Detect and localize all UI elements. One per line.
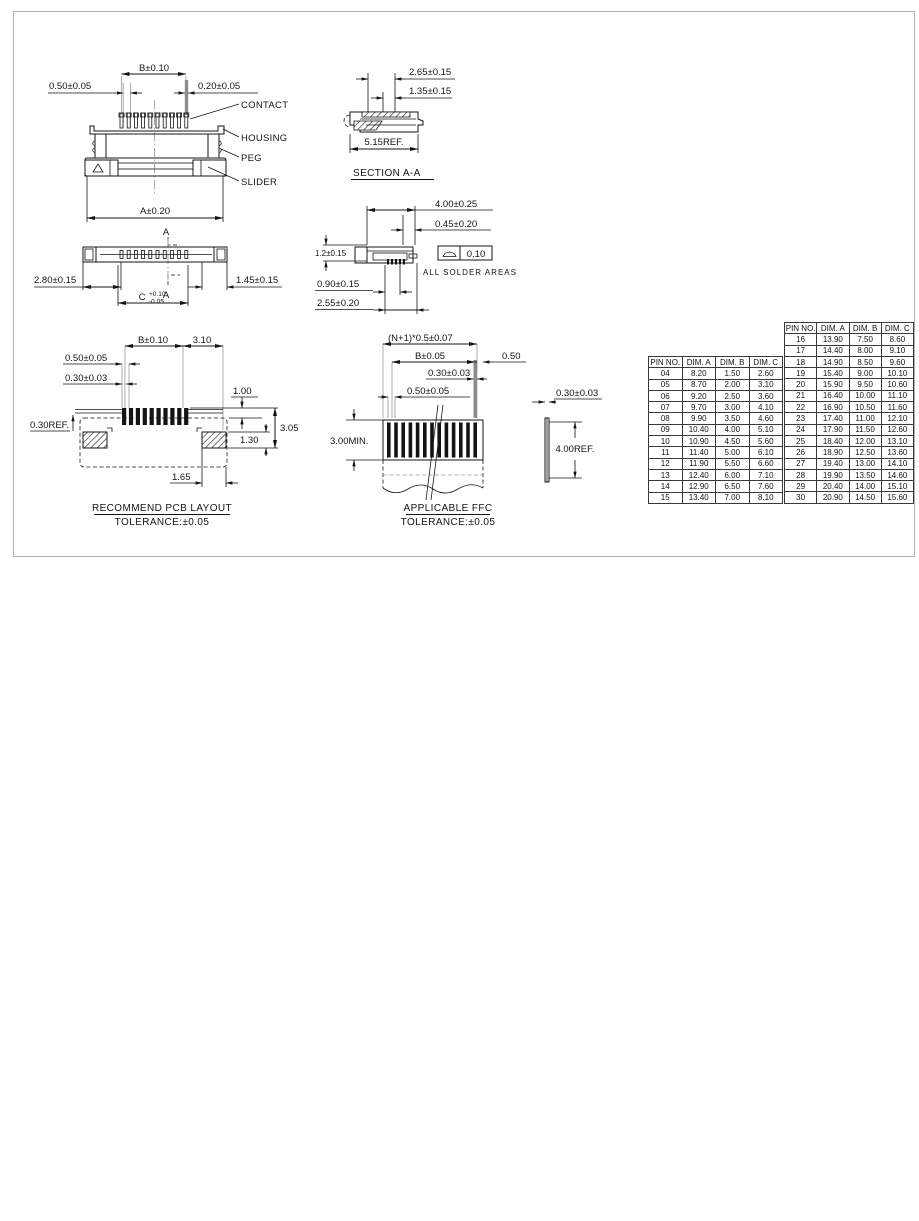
table-cell: 17 xyxy=(785,345,817,356)
table-cell: 12 xyxy=(649,458,683,469)
pcb-dim-b-label: B±0.10 xyxy=(137,335,169,346)
table-cell: 8.60 xyxy=(881,334,913,345)
table-cell: 9.90 xyxy=(682,413,716,424)
table-cell: 19.40 xyxy=(817,458,849,469)
table-cell: 12.40 xyxy=(682,469,716,480)
table-cell: 15.10 xyxy=(881,481,913,492)
dim-c-label: C xyxy=(138,292,146,303)
dim-145-label: 1.45±0.15 xyxy=(236,275,279,286)
table-cell: 4.10 xyxy=(749,402,783,413)
table-cell: 26 xyxy=(785,447,817,458)
table-row xyxy=(649,368,783,379)
front-view xyxy=(30,55,320,235)
table-cell: 14.60 xyxy=(881,469,913,480)
table-cell: 10.00 xyxy=(849,390,881,401)
table-cell: 15 xyxy=(649,492,683,503)
top-view-dimensions xyxy=(34,262,282,306)
table-row xyxy=(649,379,783,390)
solder-view-body xyxy=(355,247,417,265)
table-row xyxy=(785,424,914,435)
table-cell: 5.00 xyxy=(716,447,750,458)
table-cell: 2.50 xyxy=(716,390,750,401)
ffc-length-dim xyxy=(330,409,383,471)
table-row xyxy=(785,435,914,446)
table-cell: 3.00 xyxy=(716,402,750,413)
callout-contact: CONTACT xyxy=(241,100,289,111)
table-cell: 8.00 xyxy=(849,345,881,356)
table-cell: 18.40 xyxy=(817,435,849,446)
pcb-dimensions-bottom xyxy=(30,415,238,487)
table-cell: 8.70 xyxy=(682,379,716,390)
table-cell: 10.90 xyxy=(682,436,716,447)
table-cell: 9.20 xyxy=(682,390,716,401)
table-cell: 09 xyxy=(649,424,683,435)
table-cell: 20 xyxy=(785,379,817,390)
table-cell: 10 xyxy=(649,436,683,447)
ffc-dim-030-label: 0.30±0.03 xyxy=(428,368,471,379)
table-cell: 13.40 xyxy=(682,492,716,503)
table-cell: 14 xyxy=(649,481,683,492)
table-cell: 7.10 xyxy=(749,469,783,480)
table-cell: 14.50 xyxy=(849,492,881,503)
pcb-layout-title: RECOMMEND PCB LAYOUT xyxy=(91,503,233,514)
table-cell: 9.00 xyxy=(849,368,881,379)
dim-135-label: 1.35±0.15 xyxy=(409,86,452,97)
table-cell: 28 xyxy=(785,469,817,480)
table-cell: 15.90 xyxy=(817,379,849,390)
pcb-outline xyxy=(75,410,227,468)
table-cell: 25 xyxy=(785,435,817,446)
ffc-tolerance: TOLERANCE:±0.05 xyxy=(400,517,496,528)
table-header-cell: DIM. B xyxy=(849,323,881,334)
table-header-cell: DIM. C xyxy=(881,323,913,334)
callout-peg: PEG xyxy=(241,153,262,164)
table-cell: 20.40 xyxy=(817,481,849,492)
ffc-title: APPLICABLE FFC xyxy=(403,503,493,514)
table-cell: 6.50 xyxy=(716,481,750,492)
table-cell: 13.00 xyxy=(849,458,881,469)
table-cell: 14.40 xyxy=(817,345,849,356)
pin-dim-table-left-wrap xyxy=(648,356,783,504)
section-marker-top: A xyxy=(162,227,170,238)
section-aa-body xyxy=(344,112,423,132)
table-row xyxy=(785,368,914,379)
table-cell: 11.60 xyxy=(881,402,913,413)
pcb-layout-tolerance: TOLERANCE:±0.05 xyxy=(114,517,210,528)
all-solder-areas-note: ALL SOLDER AREAS xyxy=(423,268,517,277)
section-marker-bottom: A xyxy=(162,290,170,301)
pcb-dim-310-label: 3.10 xyxy=(192,335,212,346)
dim-c-plus-tol: +0.10 xyxy=(149,291,166,298)
pcb-dim-030ref-label: 0.30REF. xyxy=(30,420,70,431)
table-header-cell: PIN NO. xyxy=(785,323,816,333)
front-view-dimensions xyxy=(48,63,258,222)
solder-view-dimensions-bottom xyxy=(315,263,429,314)
connector-top-body xyxy=(83,247,227,262)
table-cell: 06 xyxy=(649,390,683,401)
solder-view-height-dim xyxy=(315,235,367,271)
table-cell: 8.50 xyxy=(849,356,881,367)
table-cell: 8.20 xyxy=(682,368,716,379)
polarity-triangle-mark xyxy=(93,164,103,172)
table-cell: 22 xyxy=(785,402,817,413)
table-cell: 7.00 xyxy=(716,492,750,503)
table-cell: 3.60 xyxy=(749,390,783,401)
table-cell: 16.90 xyxy=(817,402,849,413)
table-cell: 27 xyxy=(785,458,817,469)
section-aa-ref-dim xyxy=(350,134,418,153)
ffc-dim-050-label: 0.50 xyxy=(502,351,521,362)
table-row xyxy=(785,492,914,503)
table-row xyxy=(785,413,914,424)
dim-a-label: A±0.20 xyxy=(139,206,171,217)
table-row xyxy=(785,345,914,356)
pcb-layout-view xyxy=(30,330,310,535)
table-cell: 10.10 xyxy=(881,368,913,379)
table-cell: 5.60 xyxy=(749,436,783,447)
table-cell: 12.50 xyxy=(849,447,881,458)
table-cell: 08 xyxy=(649,413,683,424)
table-row xyxy=(649,469,783,480)
ffc-dimensions-top xyxy=(378,333,526,397)
table-cell: 9.10 xyxy=(881,345,913,356)
solder-view-dimensions-top xyxy=(367,199,493,245)
table-cell: 5.10 xyxy=(749,424,783,435)
table-row xyxy=(785,356,914,367)
ffc-pitch-label: (N+1)*0.5±0.07 xyxy=(388,333,453,344)
table-cell: 13.90 xyxy=(817,334,849,345)
table-cell: 4.50 xyxy=(716,436,750,447)
table-row xyxy=(649,492,783,503)
connector-front-body xyxy=(85,113,226,176)
table-cell: 04 xyxy=(649,368,683,379)
table-row xyxy=(649,458,783,469)
table-cell: 11.40 xyxy=(682,447,716,458)
dim-515ref-label: 5.15REF. xyxy=(364,137,404,148)
table-cell: 13.60 xyxy=(881,447,913,458)
callout-housing: HOUSING xyxy=(241,133,288,144)
table-cell: 12.90 xyxy=(682,481,716,492)
ffc-dim-b-label: B±0.05 xyxy=(414,351,446,362)
table-cell: 11.10 xyxy=(881,390,913,401)
ffc-view xyxy=(330,330,620,535)
table-cell: 10.50 xyxy=(849,402,881,413)
table-cell: 16.40 xyxy=(817,390,849,401)
table-header-cell: PIN NO. xyxy=(650,357,681,367)
ffc-dim-400ref-label: 4.00REF. xyxy=(555,444,595,455)
pin-dim-table-right xyxy=(784,322,914,504)
table-cell: 13.50 xyxy=(849,469,881,480)
front-view-callouts xyxy=(190,100,288,188)
section-aa-dimensions xyxy=(356,67,455,115)
table-row xyxy=(785,447,914,458)
table-cell: 30 xyxy=(785,492,817,503)
table-cell: 19 xyxy=(785,368,817,379)
table-cell: 11 xyxy=(649,447,683,458)
callout-slider: SLIDER xyxy=(241,177,278,188)
table-cell: 15.60 xyxy=(881,492,913,503)
table-cell: 23 xyxy=(785,413,817,424)
table-header-cell: DIM. A xyxy=(682,357,716,368)
flatness-value: 0.10 xyxy=(466,249,486,260)
section-aa-view xyxy=(330,55,530,195)
table-row xyxy=(649,447,783,458)
table-cell: 24 xyxy=(785,424,817,435)
table-header-row xyxy=(785,323,914,334)
table-row xyxy=(785,481,914,492)
table-cell: 7.50 xyxy=(849,334,881,345)
section-cut-marker xyxy=(163,227,180,301)
table-cell: 3.10 xyxy=(749,379,783,390)
table-cell: 13.10 xyxy=(881,435,913,446)
table-cell: 13 xyxy=(649,469,683,480)
table-row xyxy=(785,390,914,401)
solder-flatness-symbol-icon xyxy=(443,252,456,256)
table-row xyxy=(785,402,914,413)
table-cell: 05 xyxy=(649,379,683,390)
table-cell: 12.10 xyxy=(881,413,913,424)
table-cell: 4.00 xyxy=(716,424,750,435)
pcb-dim-100-label: 1.00 xyxy=(233,386,252,397)
pcb-dim-030-label: 0.30±0.03 xyxy=(65,373,108,384)
flatness-callout xyxy=(423,246,517,277)
table-cell: 8.10 xyxy=(749,492,783,503)
table-cell: 7.60 xyxy=(749,481,783,492)
ffc-cable xyxy=(383,405,483,500)
table-cell: 2.00 xyxy=(716,379,750,390)
dim-265-label: 2.65±0.15 xyxy=(409,67,452,78)
table-cell: 6.10 xyxy=(749,447,783,458)
table-cell: 11.00 xyxy=(849,413,881,424)
table-cell: 16 xyxy=(785,334,817,345)
solder-side-view xyxy=(315,195,545,325)
table-cell: 29 xyxy=(785,481,817,492)
dim-045-label: 0.45±0.20 xyxy=(435,219,478,230)
table-cell: 10.40 xyxy=(682,424,716,435)
dim-280-label: 2.80±0.15 xyxy=(34,275,77,286)
table-cell: 17.40 xyxy=(817,413,849,424)
table-cell: 9.60 xyxy=(881,356,913,367)
table-cell: 21 xyxy=(785,390,817,401)
table-row xyxy=(785,458,914,469)
table-cell: 1.50 xyxy=(716,368,750,379)
table-row xyxy=(785,469,914,480)
table-cell: 9.70 xyxy=(682,402,716,413)
table-cell: 10.60 xyxy=(881,379,913,390)
dim-050-label: 0.50±0.05 xyxy=(49,81,92,92)
table-row xyxy=(785,334,914,345)
pcb-pads xyxy=(122,408,188,425)
table-cell: 4.60 xyxy=(749,413,783,424)
table-row xyxy=(649,436,783,447)
table-cell: 17.90 xyxy=(817,424,849,435)
table-cell: 11.50 xyxy=(849,424,881,435)
table-cell: 14.10 xyxy=(881,458,913,469)
table-cell: 18.90 xyxy=(817,447,849,458)
table-row xyxy=(649,424,783,435)
table-row xyxy=(649,413,783,424)
table-cell: 14.00 xyxy=(849,481,881,492)
table-cell: 6.00 xyxy=(716,469,750,480)
table-cell: 07 xyxy=(649,402,683,413)
dim-c-minus-tol: -0.05 xyxy=(149,298,164,306)
dim-400-label: 4.00±0.25 xyxy=(435,199,478,210)
table-cell: 20.90 xyxy=(817,492,849,503)
table-header-row xyxy=(649,357,783,368)
table-cell: 5.50 xyxy=(716,458,750,469)
contact-pins xyxy=(119,113,189,128)
table-cell: 19.90 xyxy=(817,469,849,480)
table-row xyxy=(649,481,783,492)
table-cell: 18 xyxy=(785,356,817,367)
pcb-dimensions-top xyxy=(63,335,223,384)
pin-dim-table-left xyxy=(648,356,783,504)
table-cell: 14.90 xyxy=(817,356,849,367)
table-row xyxy=(649,402,783,413)
table-row xyxy=(785,379,914,390)
table-cell: 3.50 xyxy=(716,413,750,424)
ffc-dim-300min-label: 3.00MIN. xyxy=(330,436,369,447)
table-header-cell: DIM. B xyxy=(716,357,750,368)
table-cell: 12.00 xyxy=(849,435,881,446)
table-cell: 2.60 xyxy=(749,368,783,379)
table-cell: 15.40 xyxy=(817,368,849,379)
ffc-dim-030side-label: 0.30±0.03 xyxy=(556,388,599,399)
ffc-dim-050b-label: 0.50±0.05 xyxy=(407,386,450,397)
table-header-cell: DIM. C xyxy=(749,357,783,368)
dim-b-label: B±0.10 xyxy=(138,63,170,74)
ffc-side-strip xyxy=(532,388,602,482)
table-header-cell: DIM. A xyxy=(817,323,849,334)
dim-090-label: 0.90±0.15 xyxy=(317,279,360,290)
pin-dim-table-right-wrap xyxy=(784,322,914,504)
dim-020-label: 0.20±0.05 xyxy=(198,81,241,92)
section-aa-title: SECTION A-A xyxy=(353,168,421,179)
dim-12-label: 1.2±0.15 xyxy=(315,249,347,258)
table-cell: 6.60 xyxy=(749,458,783,469)
dim-255-label: 2.55±0.20 xyxy=(317,298,360,309)
top-view xyxy=(30,225,320,325)
pcb-dim-165-label: 1.65 xyxy=(172,472,191,483)
table-cell: 9.50 xyxy=(849,379,881,390)
pcb-dim-305-label: 3.05 xyxy=(280,423,299,434)
table-cell: 11.90 xyxy=(682,458,716,469)
pcb-dim-130-label: 1.30 xyxy=(240,435,259,446)
pcb-dim-050-label: 0.50±0.05 xyxy=(65,353,108,364)
table-cell: 12.60 xyxy=(881,424,913,435)
table-row xyxy=(649,390,783,401)
